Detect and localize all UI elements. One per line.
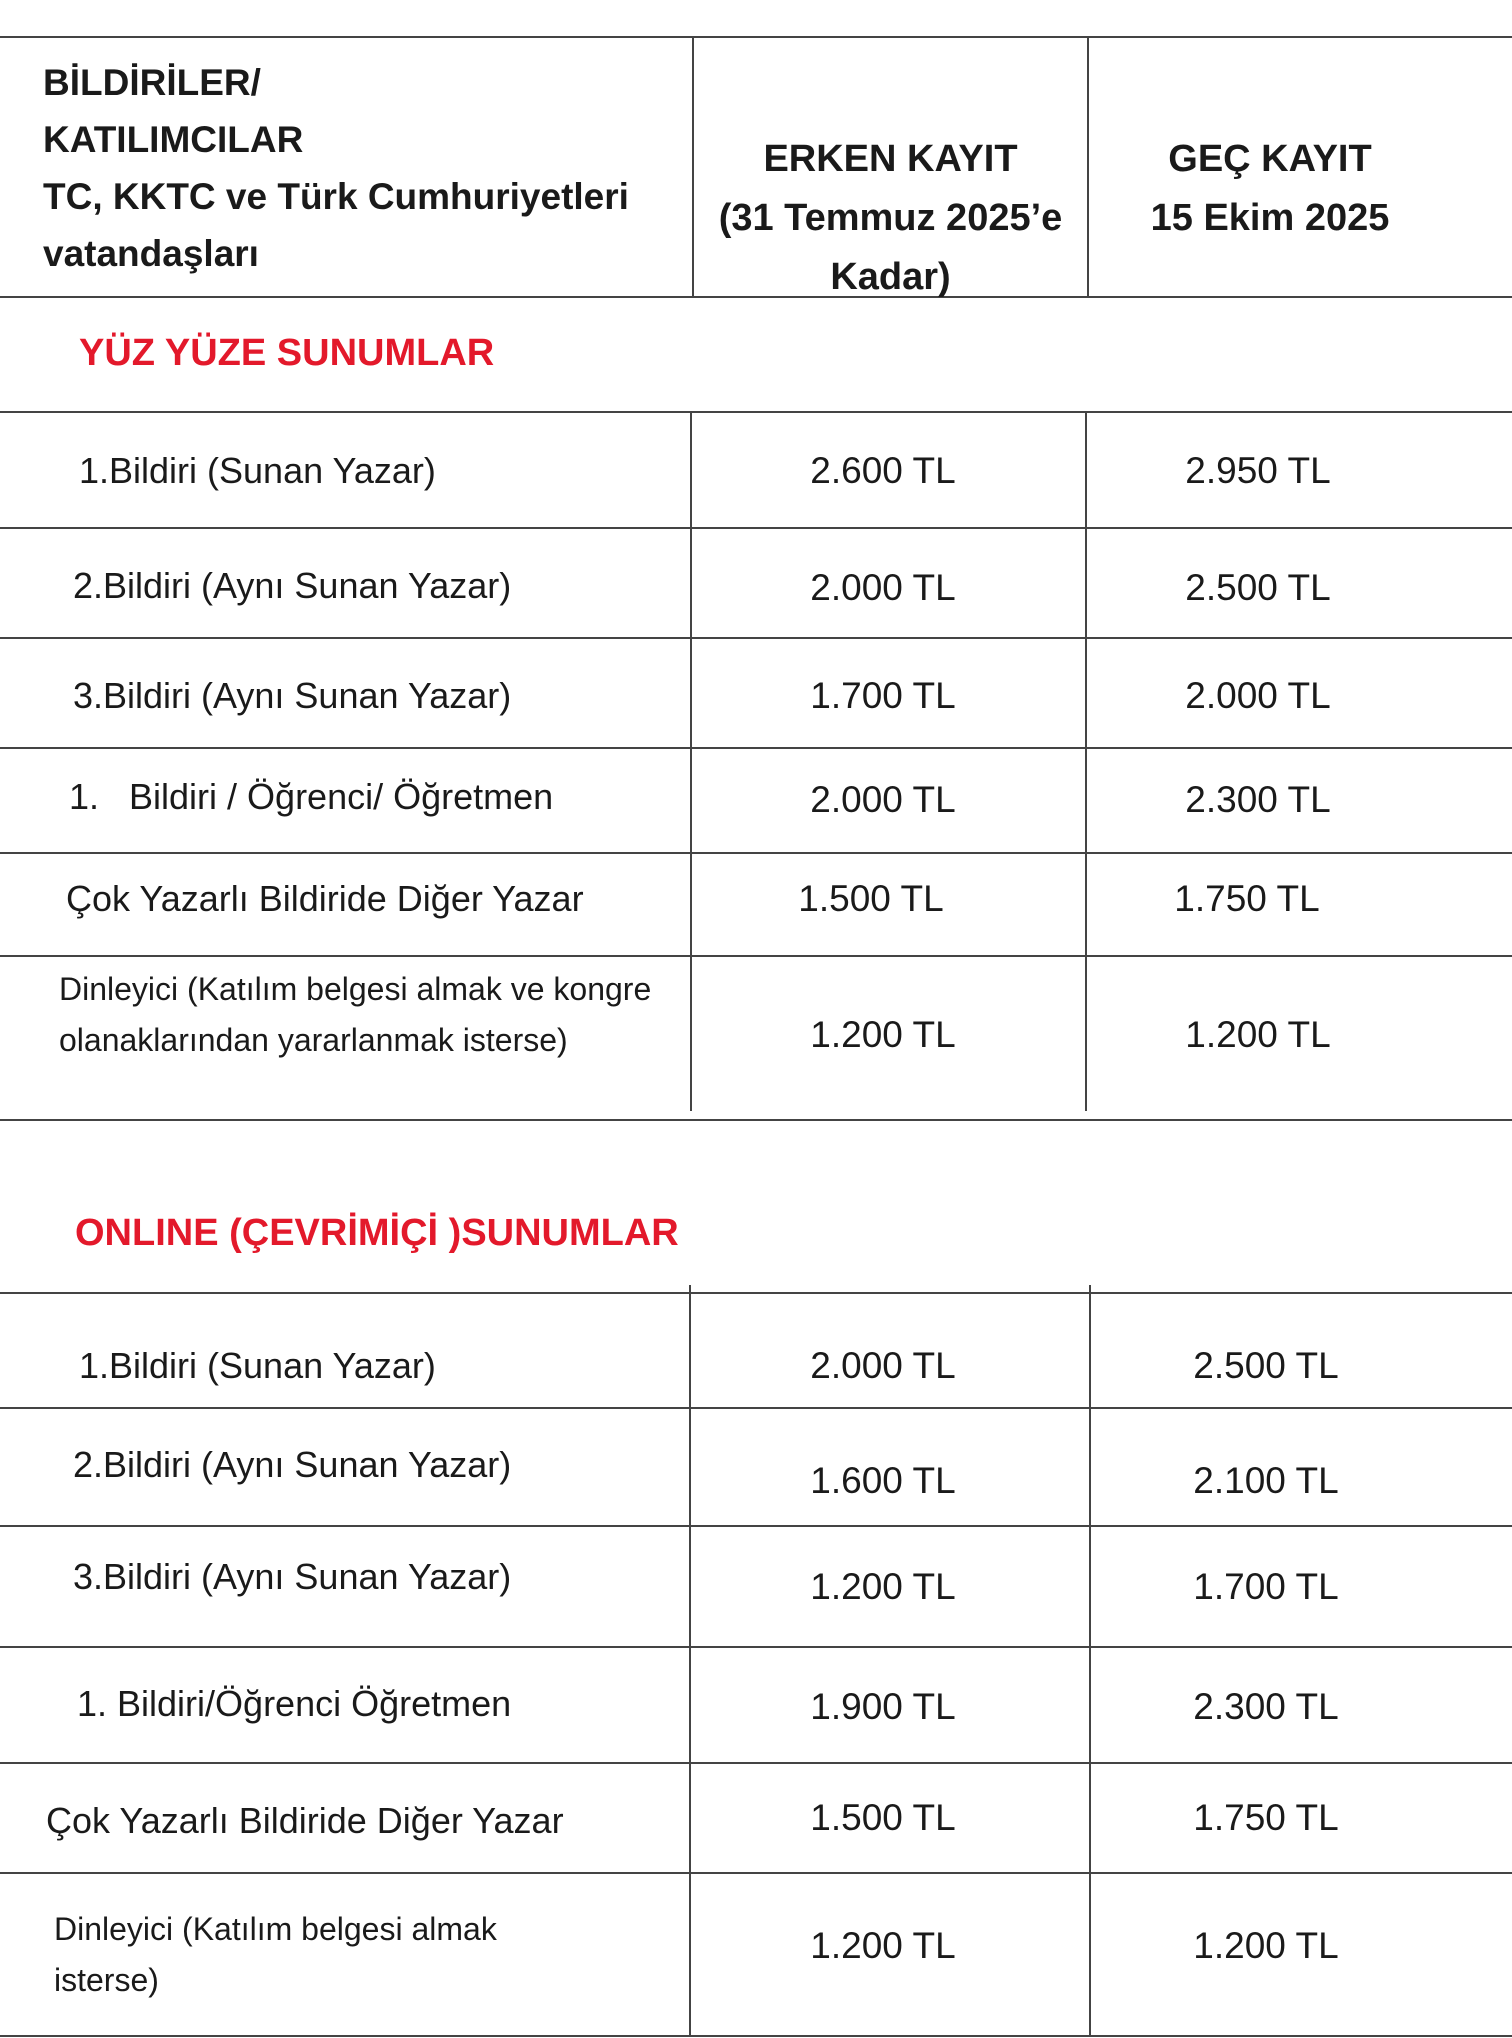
- section1-col-divider: [1085, 411, 1087, 1111]
- section2-col-divider: [689, 1285, 691, 2035]
- section1-col-divider: [690, 411, 692, 1111]
- header-line: TC, KKTC ve Türk Cumhuriyetleri: [43, 176, 629, 217]
- row-early-price: 2.000 TL: [810, 567, 956, 608]
- section1-bottom-border: [0, 1119, 1512, 1121]
- row-early-price: 1.500 TL: [810, 1797, 956, 1838]
- row-label: Çok Yazarlı Bildiride Diğer Yazar: [46, 1800, 564, 1841]
- header-participants-cell: [43, 54, 629, 282]
- section-title-online: ONLINE (ÇEVRİMİÇİ )SUNUMLAR: [75, 1212, 679, 1254]
- row-late-price: 2.300 TL: [1193, 1686, 1339, 1727]
- row-label: 1. Bildiri/Öğrenci Öğretmen: [77, 1683, 512, 1724]
- table-top-border: [0, 36, 1512, 38]
- row-divider: [0, 1646, 1512, 1648]
- row-early-price: 1.200 TL: [810, 1925, 956, 1966]
- header-line: KATILIMCILAR: [43, 119, 304, 160]
- row-divider: [0, 1407, 1512, 1409]
- header-early-registration-cell: [694, 130, 1087, 307]
- row-label: Dinleyici (Katılım belgesi almak isterse): [54, 1911, 497, 1998]
- row-divider: [0, 747, 1512, 749]
- row-label: 2.Bildiri (Aynı Sunan Yazar): [73, 565, 512, 606]
- header-line: Kadar): [830, 256, 951, 298]
- row-early-price: 1.700 TL: [810, 675, 956, 716]
- row-late-price: 1.750 TL: [1174, 878, 1320, 919]
- row-early-price: 2.600 TL: [810, 450, 956, 491]
- header-late-registration-cell: [1089, 130, 1451, 248]
- row-early-price: 1.900 TL: [810, 1686, 956, 1727]
- row-late-price: 2.300 TL: [1185, 779, 1331, 820]
- row-late-price: 2.100 TL: [1193, 1460, 1339, 1501]
- row-late-price: 2.000 TL: [1185, 675, 1331, 716]
- header-line: vatandaşları: [43, 233, 259, 274]
- row-early-price: 1.200 TL: [810, 1566, 956, 1607]
- header-line: (31 Temmuz 2025’e: [718, 197, 1063, 239]
- row-divider: [0, 1762, 1512, 1764]
- row-late-price: 1.200 TL: [1193, 1925, 1339, 1966]
- header-line: GEÇ KAYIT: [1168, 138, 1372, 180]
- section2-top-border: [0, 1292, 1512, 1294]
- row-late-price: 1.750 TL: [1193, 1797, 1339, 1838]
- row-early-price: 2.000 TL: [810, 779, 956, 820]
- row-divider: [0, 852, 1512, 854]
- row-label: 3.Bildiri (Aynı Sunan Yazar): [73, 1556, 512, 1597]
- row-label: 1.Bildiri (Sunan Yazar): [79, 450, 436, 491]
- row-divider: [0, 527, 1512, 529]
- header-line: ERKEN KAYIT: [763, 138, 1018, 180]
- section-title-face-to-face: YÜZ YÜZE SUNUMLAR: [79, 332, 495, 374]
- header-line: BİLDİRİLER/: [43, 62, 261, 103]
- row-label: 3.Bildiri (Aynı Sunan Yazar): [73, 675, 512, 716]
- row-late-price: 1.200 TL: [1185, 1014, 1331, 1055]
- row-label: 2.Bildiri (Aynı Sunan Yazar): [73, 1444, 512, 1485]
- row-label: Çok Yazarlı Bildiride Diğer Yazar: [66, 878, 584, 919]
- row-divider: [0, 637, 1512, 639]
- row-late-price: 2.950 TL: [1185, 450, 1331, 491]
- row-label: 1. Bildiri / Öğrenci/ Öğretmen: [69, 776, 554, 817]
- section2-col-divider: [1089, 1285, 1091, 2035]
- row-late-price: 2.500 TL: [1185, 567, 1331, 608]
- row-early-price: 1.600 TL: [810, 1460, 956, 1501]
- row-early-price: 1.500 TL: [798, 878, 944, 919]
- header-line: 15 Ekim 2025: [1150, 197, 1390, 239]
- row-late-price: 2.500 TL: [1193, 1345, 1339, 1386]
- row-divider: [0, 1525, 1512, 1527]
- row-label: Dinleyici (Katılım belgesi almak ve kongre olanaklarından yararlanmak isterse): [59, 971, 652, 1058]
- row-late-price: 1.700 TL: [1193, 1566, 1339, 1607]
- section1-top-border: [0, 411, 1512, 413]
- table-bottom-border: [0, 2035, 1512, 2037]
- row-divider: [0, 1872, 1512, 1874]
- row-divider: [0, 955, 1512, 957]
- row-early-price: 1.200 TL: [810, 1014, 956, 1055]
- row-label: 1.Bildiri (Sunan Yazar): [79, 1345, 436, 1386]
- row-early-price: 2.000 TL: [810, 1345, 956, 1386]
